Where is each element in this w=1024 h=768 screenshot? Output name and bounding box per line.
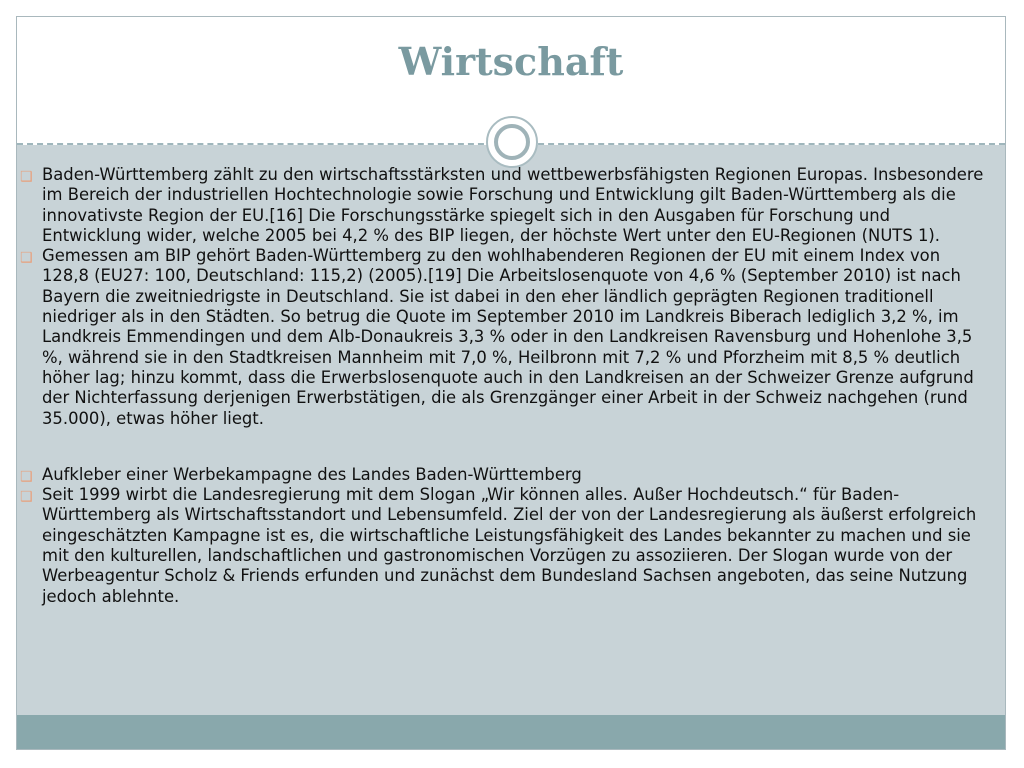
bullet-item [17, 485, 987, 607]
bullet-icon: ❑ [20, 250, 33, 267]
bullet-icon: ❑ [20, 468, 33, 485]
bullet-text: Gemessen am BIP gehört Baden-Württemberg zu den wohlhabenderen Regionen der EU mit einem Index von 128,8 (EU27: 100, Deutschland: 115,2) (2005).[19] Die Arbeitslosenquote von 4,6 % (September 2010) ist nach Bayern die zweitniedrigste in Deutschland. Sie ist dabei in den eher ländlich geprägten Regionen traditionell niedriger als in den Städten. So betrug die Quote im September 2010 im Landkreis Biberach lediglich 3,2 %, im Landkreis Emmendingen und dem Alb-Donaukreis 3,3 % oder in den Landkreisen Ravensburg und Hohenlohe 3,5 %, während sie in den Stadtkreisen Mannheim mit 7,0 %, Heilbronn mit 7,2 % und Pforzheim mit 8,5 % deutlich höher lag; hinzu kommt, dass die Erwerbslosenquote auch in den Landkreisen an der Schweizer Grenze aufgrund der Nichterfassung derjenigen Erwerbstätigen, die als Grenzgänger einer Arbeit in der Schweiz nachgehen (rund 35.000), etwas höher liegt. [42, 246, 974, 428]
footer-bar [17, 715, 1005, 749]
bullet-icon: ❑ [20, 489, 33, 506]
bullet-text: Baden-Württemberg zählt zu den wirtschaftsstärksten und wettbewerbsfähigsten Regionen Europas. Insbesondere im Bereich der industriellen Hochtechnologie sowie Forschung und Entwicklung gilt Baden-Württemberg als die innovativste Region der EU.[16] Die Forschungsstärke spiegelt sich in den Ausgaben für Forschung und Entwicklung wider, welche 2005 bei 4,2 % des BIP liegen, der höchste Wert unter den EU-Regionen (NUTS 1). [42, 165, 984, 245]
bullet-text: Seit 1999 wirbt die Landesregierung mit dem Slogan „Wir können alles. Außer Hochdeutsch.“ für Baden-Württemberg als Wirtschaftsstandort und Lebensumfeld. Ziel der von der Landesregierung als äußerst erfolgreich eingeschätzten Kampagne ist es, die wirtschaftliche Leistungsfähigkeit des Landes bekannter zu machen und sie mit den kulturellen, landschaftlichen und gastronomischen Vorzügen zu assoziieren. Der Slogan wurde von der Werbeagentur Scholz & Friends erfunden und zunächst dem Bundesland Sachsen angeboten, das seine Nutzung jedoch ablehnte. [42, 485, 977, 606]
spacer [17, 429, 987, 465]
bullet-list [17, 465, 987, 607]
bullet-text: Aufkleber einer Werbekampagne des Landes Baden-Württemberg [42, 464, 582, 484]
bullet-item [17, 165, 987, 246]
bullet-item [17, 246, 987, 429]
ring-ornament-icon [486, 116, 538, 168]
bullet-list [17, 165, 987, 429]
slide-title: Wirtschaft [398, 39, 624, 84]
slide-content [17, 165, 987, 607]
bullet-item [17, 465, 987, 485]
bullet-icon: ❑ [20, 169, 33, 185]
slide [16, 16, 1006, 750]
